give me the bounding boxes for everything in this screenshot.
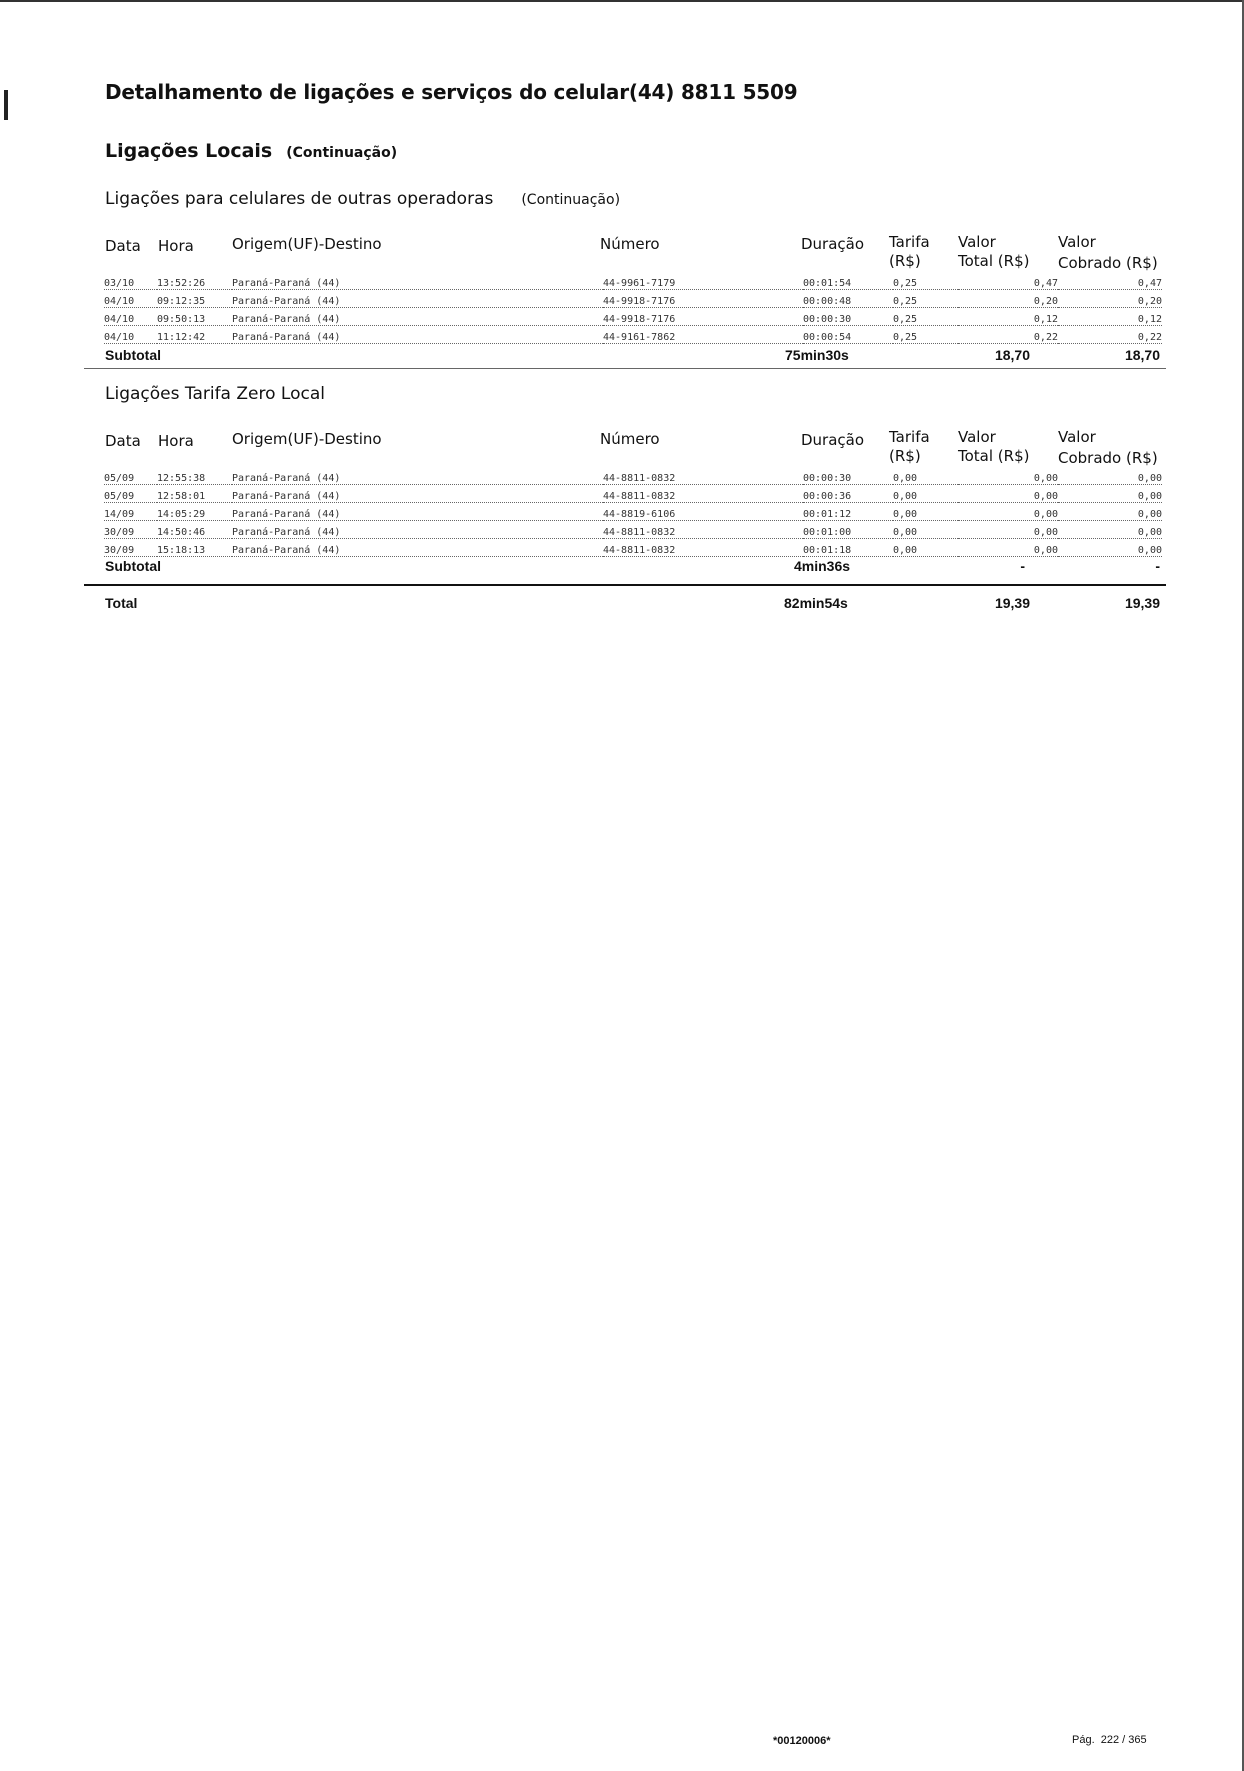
- row-numero: 44-9918-7176: [603, 290, 803, 308]
- col-numero-header: Número: [600, 430, 660, 448]
- row-data: 05/09: [104, 467, 157, 485]
- total-divider: [84, 584, 1166, 586]
- row-data: 30/09: [104, 539, 157, 557]
- table-row: [104, 521, 1162, 539]
- col-hora-header: Hora: [158, 432, 194, 450]
- row-hora: 14:05:29: [157, 503, 232, 521]
- table-row: [104, 485, 1162, 503]
- row-duracao: 00:01:54: [803, 272, 893, 290]
- row-duracao: 00:00:30: [803, 467, 893, 485]
- col-data-header: Data: [105, 237, 141, 255]
- row-numero: 44-8811-0832: [603, 467, 803, 485]
- section-heading: [105, 140, 397, 162]
- scan-top-edge: [0, 0, 1244, 2]
- row-data: 03/10: [104, 272, 157, 290]
- table1-rows: [104, 272, 1162, 344]
- row-tarifa: 0,00: [893, 485, 958, 503]
- row-duracao: 00:00:36: [803, 485, 893, 503]
- row-valor-cobrado: 0,22: [1058, 326, 1162, 344]
- total-valor-cobrado: 19,39: [1124, 595, 1160, 611]
- row-origem-destino: Paraná-Paraná (44): [232, 521, 603, 539]
- row-tarifa: 0,25: [893, 308, 958, 326]
- table2-heading: Ligações Tarifa Zero Local: [105, 384, 325, 404]
- row-valor-total: 0,00: [958, 503, 1058, 521]
- col-origem-header: Origem(UF)-Destino: [232, 235, 382, 253]
- table-row: [104, 539, 1162, 557]
- table1-subtotal-valor-total: 18,70: [994, 347, 1030, 363]
- table2-subtotal-valor-total: -: [1020, 558, 1025, 574]
- col-valor-cobrado-header: Valor Cobrado (R$): [1058, 428, 1158, 467]
- table1-divider: [84, 368, 1166, 369]
- row-numero: 44-8811-0832: [603, 485, 803, 503]
- row-duracao: 00:01:18: [803, 539, 893, 557]
- row-numero: 44-9161-7862: [603, 326, 803, 344]
- table1-subtotal-valor-cobrado: 18,70: [1124, 347, 1160, 363]
- row-valor-cobrado: 0,12: [1058, 308, 1162, 326]
- row-numero: 44-8811-0832: [603, 539, 803, 557]
- col-data-header: Data: [105, 432, 141, 450]
- row-hora: 13:52:26: [157, 272, 232, 290]
- barcode-text: *00120006*: [773, 1735, 831, 1747]
- total-label: Total: [105, 595, 138, 611]
- table2-subtotal-valor-cobrado: -: [1155, 558, 1160, 574]
- table1-heading: [105, 189, 620, 209]
- row-hora: 14:50:46: [157, 521, 232, 539]
- table2-rows: [104, 467, 1162, 557]
- row-valor-cobrado: 0,00: [1058, 467, 1162, 485]
- row-hora: 11:12:42: [157, 326, 232, 344]
- row-numero: 44-8811-0832: [603, 521, 803, 539]
- row-valor-cobrado: 0,00: [1058, 485, 1162, 503]
- table2-subtotal-duracao: 4min36s: [794, 558, 851, 574]
- table-row: [104, 272, 1162, 290]
- table2-subtotal-label: Subtotal: [105, 558, 161, 574]
- row-origem-destino: Paraná-Paraná (44): [232, 326, 603, 344]
- row-origem-destino: Paraná-Paraná (44): [232, 539, 603, 557]
- row-valor-total: 0,22: [958, 326, 1058, 344]
- table1-subtotal-duracao: 75min30s: [785, 347, 849, 363]
- row-data: 14/09: [104, 503, 157, 521]
- table-row: [104, 326, 1162, 344]
- row-valor-total: 0,00: [958, 467, 1058, 485]
- col-valor-cobrado-header: Valor Cobrado (R$): [1058, 233, 1158, 272]
- row-duracao: 00:01:12: [803, 503, 893, 521]
- row-valor-cobrado: 0,00: [1058, 539, 1162, 557]
- section-continuation: (Continuação): [286, 145, 398, 161]
- table-row: [104, 467, 1162, 485]
- row-valor-total: 0,20: [958, 290, 1058, 308]
- col-valor-total-header: Valor Total (R$): [958, 428, 1030, 465]
- row-valor-total: 0,47: [958, 272, 1058, 290]
- row-valor-total: 0,00: [958, 539, 1058, 557]
- total-duracao: 82min54s: [784, 595, 848, 611]
- col-numero-header: Número: [600, 235, 660, 253]
- row-data: 04/10: [104, 326, 157, 344]
- row-hora: 09:50:13: [157, 308, 232, 326]
- table1-subtotal-label: Subtotal: [105, 347, 161, 363]
- row-duracao: 00:00:48: [803, 290, 893, 308]
- row-valor-cobrado: 0,20: [1058, 290, 1162, 308]
- col-hora-header: Hora: [158, 237, 194, 255]
- row-hora: 09:12:35: [157, 290, 232, 308]
- row-origem-destino: Paraná-Paraná (44): [232, 467, 603, 485]
- row-tarifa: 0,00: [893, 539, 958, 557]
- row-origem-destino: Paraná-Paraná (44): [232, 485, 603, 503]
- table-row: [104, 290, 1162, 308]
- row-tarifa: 0,25: [893, 272, 958, 290]
- row-hora: 15:18:13: [157, 539, 232, 557]
- scan-margin-mark: [4, 90, 8, 120]
- row-origem-destino: Paraná-Paraná (44): [232, 308, 603, 326]
- row-origem-destino: Paraná-Paraná (44): [232, 272, 603, 290]
- col-valor-total-header: Valor Total (R$): [958, 233, 1030, 270]
- row-origem-destino: Paraná-Paraná (44): [232, 503, 603, 521]
- row-valor-total: 0,00: [958, 521, 1058, 539]
- row-valor-total: 0,12: [958, 308, 1058, 326]
- col-tarifa-header: Tarifa (R$): [889, 428, 930, 465]
- row-hora: 12:55:38: [157, 467, 232, 485]
- row-data: 04/10: [104, 290, 157, 308]
- row-data: 04/10: [104, 308, 157, 326]
- row-valor-cobrado: 0,47: [1058, 272, 1162, 290]
- row-hora: 12:58:01: [157, 485, 232, 503]
- row-origem-destino: Paraná-Paraná (44): [232, 290, 603, 308]
- row-tarifa: 0,25: [893, 290, 958, 308]
- row-duracao: 00:00:54: [803, 326, 893, 344]
- col-duracao-header: Duração: [801, 235, 865, 253]
- row-tarifa: 0,00: [893, 467, 958, 485]
- row-data: 05/09: [104, 485, 157, 503]
- row-duracao: 00:00:30: [803, 308, 893, 326]
- col-tarifa-header: Tarifa (R$): [889, 233, 930, 270]
- page-number: Pág. 222 / 365: [1072, 1734, 1147, 1746]
- table-row: [104, 503, 1162, 521]
- row-valor-cobrado: 0,00: [1058, 503, 1162, 521]
- row-duracao: 00:01:00: [803, 521, 893, 539]
- row-numero: 44-8819-6106: [603, 503, 803, 521]
- table1-continuation: (Continuação): [521, 192, 621, 208]
- row-numero: 44-9918-7176: [603, 308, 803, 326]
- page-title: Detalhamento de ligações e serviços do celular(44) 8811 5509: [105, 80, 798, 104]
- col-duracao-header: Duração: [801, 431, 865, 449]
- table-row: [104, 308, 1162, 326]
- row-tarifa: 0,25: [893, 326, 958, 344]
- row-valor-total: 0,00: [958, 485, 1058, 503]
- total-valor-total: 19,39: [994, 595, 1030, 611]
- row-data: 30/09: [104, 521, 157, 539]
- row-tarifa: 0,00: [893, 521, 958, 539]
- section-label: Ligações Locais: [105, 140, 273, 162]
- table1-label: Ligações para celulares de outras operadoras: [105, 189, 494, 209]
- row-valor-cobrado: 0,00: [1058, 521, 1162, 539]
- row-tarifa: 0,00: [893, 503, 958, 521]
- row-numero: 44-9961-7179: [603, 272, 803, 290]
- col-origem-header: Origem(UF)-Destino: [232, 430, 382, 448]
